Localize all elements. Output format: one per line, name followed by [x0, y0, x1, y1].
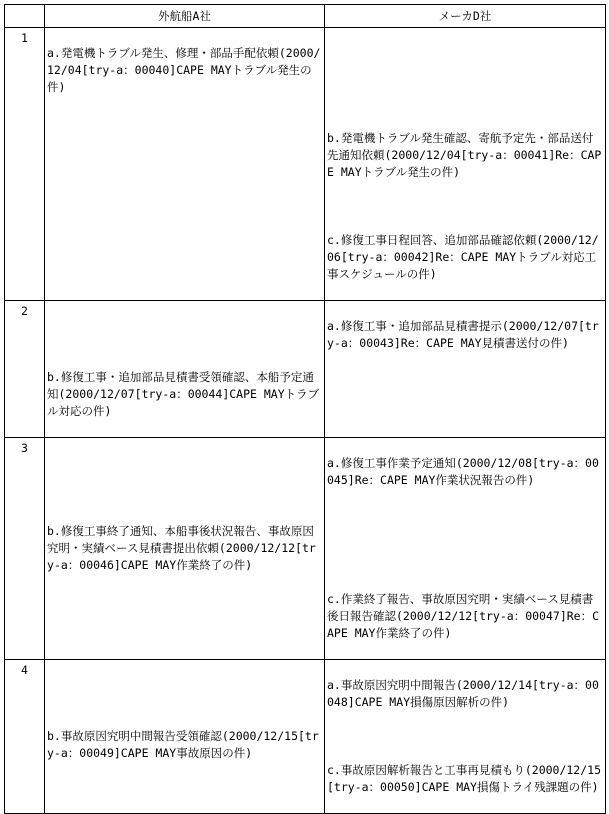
- company-a-cell: [45, 28, 325, 301]
- company-a-cell: [45, 301, 325, 438]
- header-company-d: メーカD社: [325, 5, 606, 28]
- message-entry: a.事故原因究明中間報告(2000/12/14[try-a：00048]CAPE MAY損傷原因解析の件): [327, 678, 599, 709]
- correspondence-table: [4, 4, 606, 814]
- company-d-cell: [325, 660, 606, 814]
- message-entry: c.修復工事日程回答、追加部品確認依頼(2000/12/06[try-a：00042]Re：CAPE MAYトラブル対応工事スケジュールの件): [327, 233, 599, 281]
- message-entry: c.事故原因解析報告と工事再見積もり(2000/12/15[try-a：00050]CAPE MAY損傷トライ残課題の件): [327, 763, 602, 794]
- company-a-cell: [45, 438, 325, 660]
- message-entry: a.発電機トラブル発生、修理・部品手配依頼(2000/12/04[try-a：00040]CAPE MAYトラブル発生の件): [47, 46, 321, 94]
- table-row: [5, 301, 606, 438]
- company-d-cell: [325, 301, 606, 438]
- company-d-cell: [325, 438, 606, 660]
- message-entry: b.修復工事・追加部品見積書受領確認、本船予定通知(2000/12/07[try-a：00044]CAPE MAYトラブル対応の件): [47, 370, 320, 418]
- message-entry: a.修復工事作業予定通知(2000/12/08[try-a：00045]Re：CAPE MAY作業状況報告の件): [327, 456, 599, 487]
- header-no: [5, 5, 45, 28]
- table-row: [5, 660, 606, 814]
- message-entry: b.発電機トラブル発生確認、寄航予定先・部品送付先通知依頼(2000/12/04[try-a：00041]Re：CAPE MAYトラブル発生の件): [327, 131, 602, 179]
- message-entry: c.作業終了報告、事故原因究明・実績ベース見積書後日報告確認(2000/12/12[try-a：00047]Re：CAPE MAY作業終了の件): [327, 592, 600, 640]
- message-entry: b.事故原因究明中間報告受領確認(2000/12/15[try-a：00049]CAPE MAY事故原因の件): [47, 729, 319, 760]
- table-row: [5, 438, 606, 660]
- message-entry: a.修復工事・追加部品見積書提示(2000/12/07[try-a：00043]Re：CAPE MAY見積書送付の件): [327, 319, 599, 350]
- row-number: 4: [5, 660, 45, 814]
- company-d-cell: [325, 28, 606, 301]
- message-entry: b.修復工事終了通知、本船事後状況報告、事故原因究明・実績ベース見積書提出依頼(2000/12/12[try-a：00046]CAPE MAY作業終了の件): [47, 524, 316, 572]
- header-company-a: 外航船A社: [45, 5, 325, 28]
- table-row: [5, 28, 606, 301]
- row-number: 2: [5, 301, 45, 438]
- company-a-cell: [45, 660, 325, 814]
- header-row: [5, 5, 606, 28]
- row-number: 3: [5, 438, 45, 660]
- row-number: 1: [5, 28, 45, 301]
